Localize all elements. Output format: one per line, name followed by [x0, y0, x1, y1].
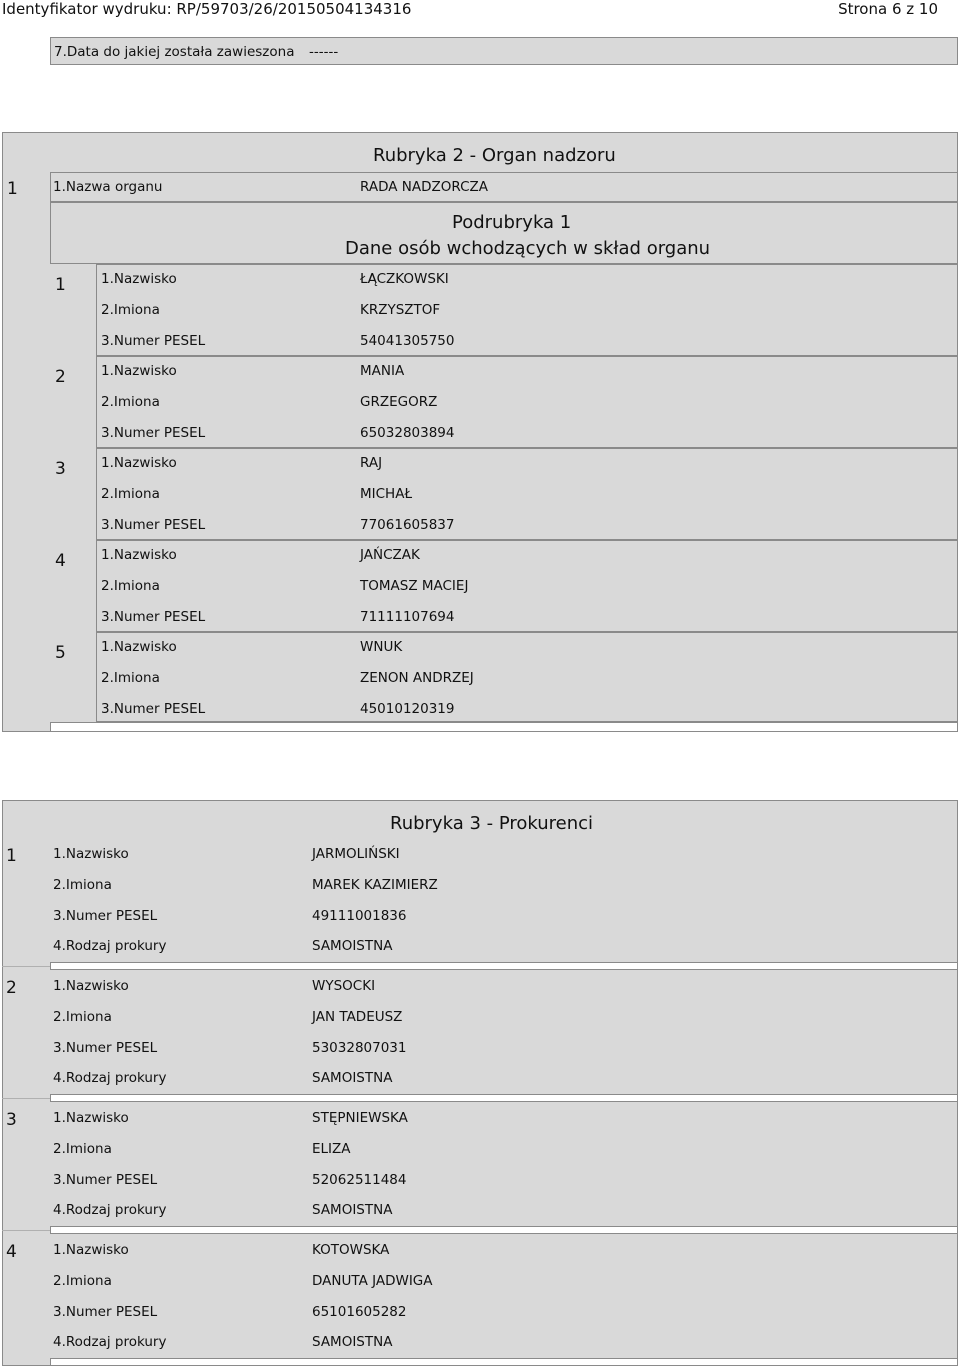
separator [50, 1226, 958, 1234]
pesel-label: 3.Numer PESEL [101, 701, 206, 717]
first-names-label: 2.Imiona [53, 1273, 112, 1289]
prokurent-number: 2 [6, 978, 17, 998]
print-identifier: Identyfikator wydruku: RP/59703/26/20150504134316 [2, 0, 412, 18]
separator [2, 1230, 50, 1231]
podrubryka-subtitle: Dane osób wchodzących w skład organu [345, 238, 711, 259]
separator [2, 1098, 50, 1099]
separator [50, 1358, 958, 1366]
suspension-date-row [50, 37, 958, 65]
separator [50, 962, 958, 970]
organ-name-label: 1.Nazwa organu [53, 179, 163, 195]
pesel-label: 3.Numer PESEL [101, 517, 206, 533]
pesel-label: 3.Numer PESEL [53, 1304, 158, 1320]
organ-person-number: 3 [55, 459, 66, 479]
pesel-value: 53032807031 [312, 1040, 407, 1056]
surname-value: MANIA [360, 363, 405, 379]
rubryka2-title: Rubryka 2 - Organ nadzoru [373, 145, 616, 166]
pesel-value: 49111001836 [312, 908, 407, 924]
first-names-value: ELIZA [312, 1141, 351, 1157]
first-names-value: KRZYSZTOF [360, 302, 441, 318]
first-names-label: 2.Imiona [53, 1009, 112, 1025]
pesel-value: 65101605282 [312, 1304, 407, 1320]
first-names-label: 2.Imiona [101, 578, 160, 594]
prokurent-4 [6, 1234, 958, 1358]
procuration-type-label: 4.Rodzaj prokury [53, 1334, 167, 1350]
prokurent-number: 4 [6, 1242, 17, 1262]
prokurent-number: 1 [6, 846, 17, 866]
surname-label: 1.Nazwisko [53, 1242, 129, 1258]
surname-label: 1.Nazwisko [101, 455, 177, 471]
surname-value: JAŃCZAK [360, 547, 420, 563]
pesel-label: 3.Numer PESEL [53, 1040, 158, 1056]
rubryka3-title: Rubryka 3 - Prokurenci [390, 813, 594, 834]
rubryka2-row-number: 1 [7, 179, 18, 199]
surname-value: STĘPNIEWSKA [312, 1110, 408, 1126]
surname-label: 1.Nazwisko [53, 978, 129, 994]
surname-label: 1.Nazwisko [101, 271, 177, 287]
first-names-label: 2.Imiona [101, 486, 160, 502]
surname-value: RAJ [360, 455, 383, 471]
procuration-type-label: 4.Rodzaj prokury [53, 1070, 167, 1086]
first-names-label: 2.Imiona [53, 877, 112, 893]
procuration-type-value: SAMOISTNA [312, 1202, 393, 1218]
first-names-label: 2.Imiona [101, 670, 160, 686]
first-names-value: MICHAŁ [360, 486, 413, 502]
surname-value: KOTOWSKA [312, 1242, 390, 1258]
procuration-type-label: 4.Rodzaj prokury [53, 938, 167, 954]
organ-person-number: 1 [55, 275, 66, 295]
pesel-value: 77061605837 [360, 517, 455, 533]
organ-person-number: 2 [55, 367, 66, 387]
surname-label: 1.Nazwisko [101, 547, 177, 563]
pesel-value: 65032803894 [360, 425, 455, 441]
procuration-type-value: SAMOISTNA [312, 938, 393, 954]
first-names-value: ZENON ANDRZEJ [360, 670, 474, 686]
suspension-date-value: ------ [309, 44, 339, 60]
prokurent-2 [6, 970, 958, 1094]
organ-person-number: 4 [55, 551, 66, 571]
first-names-value: DANUTA JADWIGA [312, 1273, 433, 1289]
first-names-value: JAN TADEUSZ [312, 1009, 403, 1025]
separator [2, 966, 50, 967]
page-number: Strona 6 z 10 [838, 0, 938, 18]
surname-label: 1.Nazwisko [101, 363, 177, 379]
pesel-value: 54041305750 [360, 333, 455, 349]
pesel-label: 3.Numer PESEL [101, 333, 206, 349]
pesel-label: 3.Numer PESEL [101, 425, 206, 441]
pesel-value: 45010120319 [360, 701, 455, 717]
procuration-type-label: 4.Rodzaj prokury [53, 1202, 167, 1218]
surname-label: 1.Nazwisko [53, 846, 129, 862]
organ-person-1 [96, 264, 958, 356]
surname-label: 1.Nazwisko [53, 1110, 129, 1126]
podrubryka-title: Podrubryka 1 [452, 212, 572, 233]
procuration-type-value: SAMOISTNA [312, 1070, 393, 1086]
surname-value: WYSOCKI [312, 978, 376, 994]
surname-label: 1.Nazwisko [101, 639, 177, 655]
organ-person-4 [96, 540, 958, 632]
organ-person-2 [96, 356, 958, 448]
surname-value: ŁĄCZKOWSKI [360, 271, 449, 287]
first-names-value: TOMASZ MACIEJ [360, 578, 469, 594]
organ-person-3 [96, 448, 958, 540]
first-names-label: 2.Imiona [101, 394, 160, 410]
organ-name-row [50, 172, 958, 202]
organ-person-5 [96, 632, 958, 722]
organ-name-value: RADA NADZORCZA [360, 179, 488, 195]
prokurent-number: 3 [6, 1110, 17, 1130]
surname-value: JARMOLIŃSKI [312, 846, 400, 862]
first-names-value: GRZEGORZ [360, 394, 438, 410]
separator [50, 1094, 958, 1102]
prokurent-3 [6, 1102, 958, 1226]
first-names-value: MAREK KAZIMIERZ [312, 877, 438, 893]
pesel-label: 3.Numer PESEL [53, 908, 158, 924]
first-names-label: 2.Imiona [101, 302, 160, 318]
suspension-date-label: 7.Data do jakiej została zawieszona [54, 44, 295, 60]
pesel-value: 71111107694 [360, 609, 455, 625]
pesel-label: 3.Numer PESEL [53, 1172, 158, 1188]
prokurent-1 [6, 838, 958, 962]
pesel-value: 52062511484 [312, 1172, 407, 1188]
pesel-label: 3.Numer PESEL [101, 609, 206, 625]
organ-person-number: 5 [55, 643, 66, 663]
rubryka2-end-row [50, 722, 958, 732]
first-names-label: 2.Imiona [53, 1141, 112, 1157]
procuration-type-value: SAMOISTNA [312, 1334, 393, 1350]
surname-value: WNUK [360, 639, 403, 655]
